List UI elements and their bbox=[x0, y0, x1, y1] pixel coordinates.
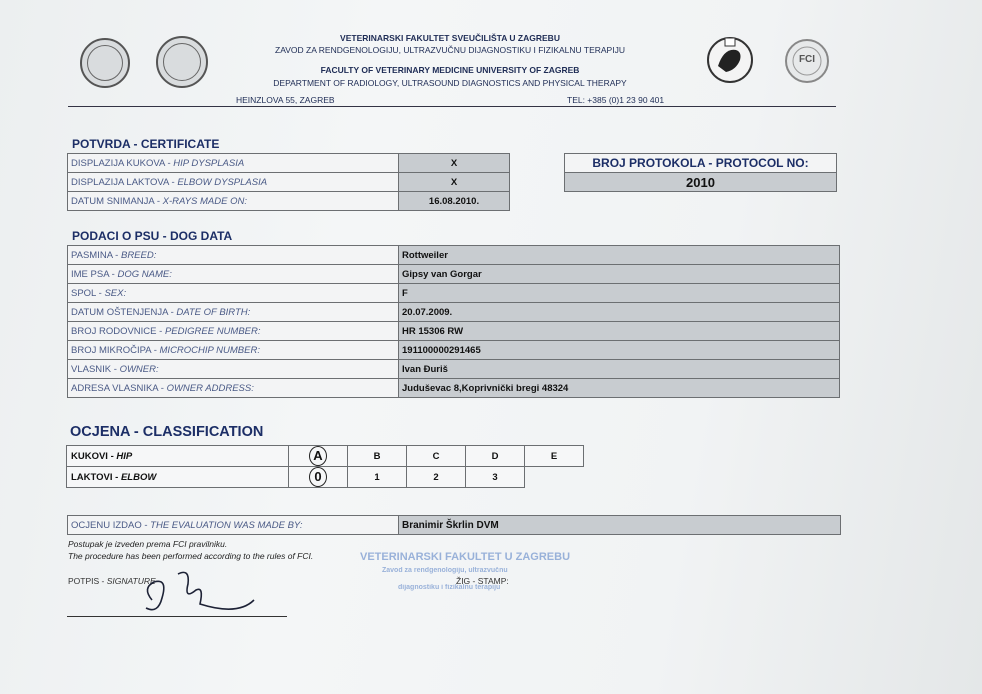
classification-table bbox=[66, 445, 584, 488]
xray-date-label: DATUM SNIMANJA - X-RAYS MADE ON: bbox=[68, 192, 399, 211]
header-faculty-en: FACULTY OF VETERINARY MEDICINE UNIVERSITY OF ZAGREB bbox=[320, 65, 580, 75]
hip-grade-e: E bbox=[525, 446, 584, 467]
evaluation-table bbox=[67, 515, 841, 535]
stamp-line-2: Zavod za rendgenologiju, ultrazvučnu bbox=[382, 567, 508, 574]
dog-data-table bbox=[67, 245, 840, 398]
stamp-line-1: VETERINARSKI FAKULTET U ZAGREBU bbox=[360, 551, 571, 563]
classification-title: OCJENA - CLASSIFICATION bbox=[70, 424, 264, 440]
stamp-label: ŽIG - STAMP: bbox=[456, 576, 509, 586]
table-row bbox=[68, 341, 840, 360]
breed-label: PASMINA - BREED: bbox=[68, 246, 399, 265]
birth-date-value: 20.07.2009. bbox=[399, 303, 840, 322]
dog-data-title: PODACI O PSU - DOG DATA bbox=[72, 229, 233, 243]
signature-line bbox=[67, 616, 287, 617]
protocol-label: BROJ PROTOKOLA - PROTOCOL NO: bbox=[565, 154, 837, 173]
elbow-grade-row bbox=[67, 467, 584, 488]
elbow-grade-0: 0 bbox=[289, 467, 348, 488]
header-department-hr: ZAVOD ZA RENDGENOLOGIJU, ULTRAZVUČNU DIJAGNOSTIKU I FIZIKALNU TERAPIJU bbox=[275, 45, 625, 55]
dog-name-label: IME PSA - DOG NAME: bbox=[68, 265, 399, 284]
elbow-label: LAKTOVI - ELBOW bbox=[67, 467, 289, 488]
evaluator-value: Branimir Škrlin DVM bbox=[399, 516, 841, 535]
hip-grade-a: A bbox=[289, 446, 348, 467]
signature-label: POTPIS - SIGNATURE bbox=[68, 576, 156, 586]
hip-grade-d: D bbox=[466, 446, 525, 467]
elbow-grade-1: 1 bbox=[348, 467, 407, 488]
pedigree-label: BROJ RODOVNICE - PEDIGREE NUMBER: bbox=[68, 322, 399, 341]
table-row bbox=[68, 192, 510, 211]
hip-dysplasia-value: X bbox=[399, 154, 510, 173]
certificate-title: POTVRDA - CERTIFICATE bbox=[72, 137, 220, 151]
header-phone: TEL: +385 (0)1 23 90 401 bbox=[567, 95, 665, 105]
elbow-dysplasia-label: DISPLAZIJA LAKTOVA - ELBOW DYSPLASIA bbox=[68, 173, 399, 192]
owner-address-label: ADRESA VLASNIKA - OWNER ADDRESS: bbox=[68, 379, 399, 398]
elbow-grade-3: 3 bbox=[466, 467, 525, 488]
table-row bbox=[68, 284, 840, 303]
table-row bbox=[68, 154, 510, 173]
stamp-line-3: dijagnostiku i fizikalnu terapiju bbox=[398, 584, 501, 591]
sex-label: SPOL - SEX: bbox=[68, 284, 399, 303]
hip-grade-b: B bbox=[348, 446, 407, 467]
hip-grade-c: C bbox=[407, 446, 466, 467]
dog-name-value: Gipsy van Gorgar bbox=[399, 265, 840, 284]
microchip-value: 191100000291465 bbox=[399, 341, 840, 360]
hip-label: KUKOVI - HIP bbox=[67, 446, 289, 467]
owner-label: VLASNIK - OWNER: bbox=[68, 360, 399, 379]
table-row bbox=[68, 516, 841, 535]
table-row bbox=[68, 173, 510, 192]
hip-dysplasia-label: DISPLAZIJA KUKOVA - HIP DYSPLASIA bbox=[68, 154, 399, 173]
header-faculty-hr: VETERINARSKI FAKULTET SVEUČILIŠTA U ZAGREBU bbox=[340, 33, 560, 43]
handwritten-signature bbox=[138, 560, 258, 620]
xray-date-value: 16.08.2010. bbox=[399, 192, 510, 211]
elbow-grade-2: 2 bbox=[407, 467, 466, 488]
faculty-seal-logo bbox=[80, 38, 130, 88]
certificate-table bbox=[67, 153, 510, 211]
protocol-number: 2010 bbox=[565, 173, 837, 192]
fci-logo bbox=[784, 38, 830, 84]
protocol-box bbox=[564, 153, 837, 192]
elbow-dysplasia-value: X bbox=[399, 173, 510, 192]
evaluator-label: OCJENU IZDAO - THE EVALUATION WAS MADE BY: bbox=[68, 516, 399, 535]
sex-value: F bbox=[399, 284, 840, 303]
birth-date-label: DATUM OŠTENJENJA - DATE OF BIRTH: bbox=[68, 303, 399, 322]
microchip-label: BROJ MIKROČIPA - MICROCHIP NUMBER: bbox=[68, 341, 399, 360]
pedigree-value: HR 15306 RW bbox=[399, 322, 840, 341]
table-row bbox=[68, 265, 840, 284]
header-department-en: DEPARTMENT OF RADIOLOGY, ULTRASOUND DIAGNOSTICS AND PHYSICAL THERAPY bbox=[273, 78, 627, 88]
owner-value: Ivan Đuriš bbox=[399, 360, 840, 379]
table-row bbox=[68, 360, 840, 379]
dog-breed-club-logo bbox=[706, 36, 754, 84]
fci-logo-text: FCI bbox=[798, 54, 816, 65]
header-address: HEINZLOVA 55, ZAGREB bbox=[236, 95, 335, 105]
breed-value: Rottweiler bbox=[399, 246, 840, 265]
fci-note-hr: Postupak je izveden prema FCI pravilniku. bbox=[68, 539, 228, 549]
hip-grade-row bbox=[67, 446, 584, 467]
owner-address-value: Juduševac 8,Koprivnički bregi 48324 bbox=[399, 379, 840, 398]
table-row bbox=[68, 322, 840, 341]
fci-note-en: The procedure has been performed according to the rules of FCI. bbox=[68, 551, 314, 561]
table-row bbox=[68, 303, 840, 322]
header-divider bbox=[68, 106, 836, 107]
table-row bbox=[68, 379, 840, 398]
table-row bbox=[68, 246, 840, 265]
